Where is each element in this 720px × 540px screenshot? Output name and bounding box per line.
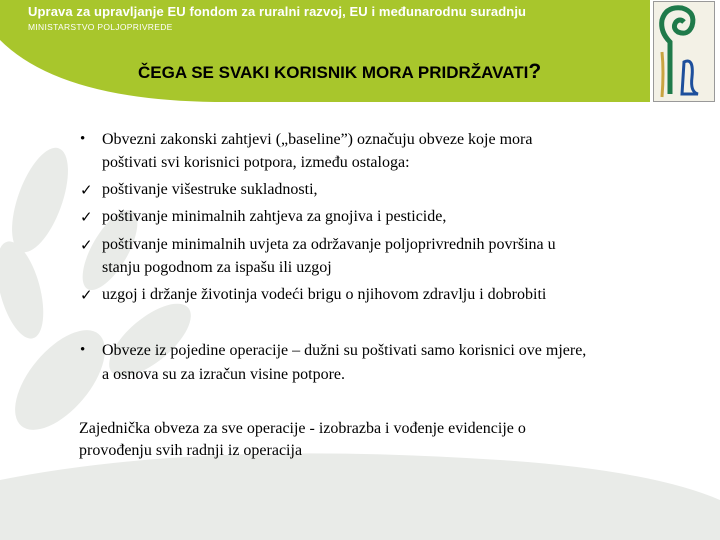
check-item-1: poštivanje višestruke sukladnosti,	[102, 181, 318, 198]
check-item-3-line1: poštivanje minimalnih uvjeta za održavanje poljoprivrednih površina u	[102, 236, 556, 253]
slide-heading	[138, 60, 541, 84]
header-subtitle: MINISTARSTVO POLJOPRIVREDE	[28, 22, 173, 32]
check-item-3-line2: stanju pogodnom za ispašu ili uzgoj	[102, 259, 332, 276]
logo-icon	[654, 2, 714, 101]
checkmark-icon: ✓	[80, 183, 93, 199]
check-item-4: uzgoj i držanje životinja vodeći brigu o njihovom zdravlju i dobrobiti	[102, 286, 547, 303]
bullet1-line2: poštivati svi korisnici potpora, između ostaloga:	[102, 154, 410, 171]
checkmark-icon: ✓	[80, 288, 93, 304]
bullet1-line1: Obvezni zakonski zahtjevi („baseline”) označuju obveze koje mora	[102, 131, 533, 148]
checkmark-icon: ✓	[80, 210, 93, 226]
ministry-logo	[653, 1, 715, 102]
checkmark-icon: ✓	[80, 238, 93, 254]
bullet2-line2: a osnova su za izračun visine potpore.	[102, 366, 346, 383]
header-title: Uprava za upravljanje EU fondom za ruralni razvoj, EU i međunarodnu suradnju	[28, 4, 527, 19]
bullet-icon: •	[80, 131, 86, 147]
check-item-2: poštivanje minimalnih zahtjeva za gnojiva i pesticide,	[102, 208, 447, 225]
heading-question-mark: ?	[528, 60, 542, 83]
bullet-icon: •	[80, 342, 86, 358]
leaf-watermark	[0, 141, 720, 540]
closing-line1: Zajednička obveza za sve operacije - izobrazba i vođenje evidencije o	[79, 420, 526, 437]
closing-line2: provođenju svih radnji iz operacija	[79, 442, 303, 459]
heading-text: ČEGA SE SVAKI KORISNIK MORA PRIDRŽAVATI	[138, 63, 529, 82]
bullet2-line1: Obveze iz pojedine operacije – dužni su poštivati samo korisnici ove mjere,	[102, 342, 587, 359]
